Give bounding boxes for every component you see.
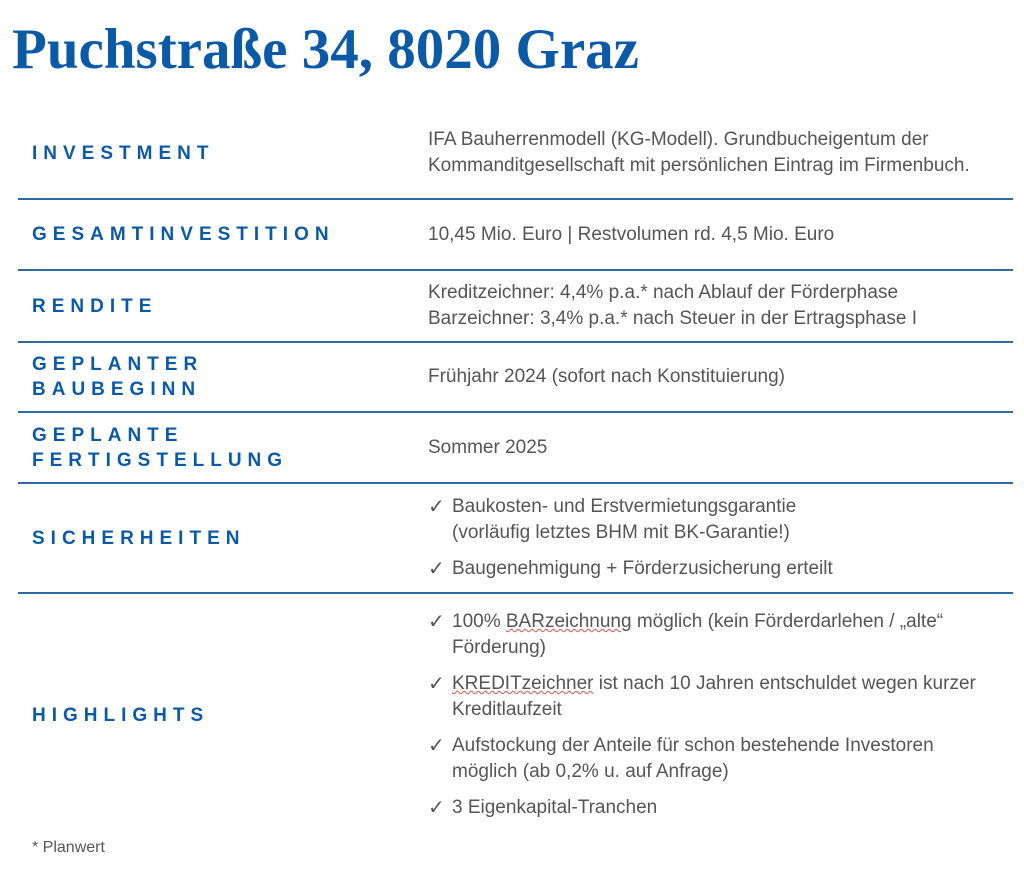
text-line: Baukosten- und Erstvermietungsgarantie [452, 496, 797, 517]
row-label: GEPLANTE FERTIGSTELLUNG [32, 424, 289, 471]
text-part: möglich (kein Förderdarlehen / „alte“ Förderung) [452, 611, 944, 658]
row-label: SICHERHEITEN [32, 527, 246, 549]
checkmark-icon: ✓ [428, 611, 445, 633]
list-item-text [452, 494, 1013, 546]
row-value [428, 494, 1013, 582]
row-rendite [18, 271, 1013, 343]
info-table [18, 108, 1013, 836]
row-highlights [18, 594, 1013, 836]
checkmark-icon: ✓ [428, 735, 445, 757]
row-investment [18, 108, 1013, 200]
text-part: 100% [452, 611, 506, 632]
text-line: (vorläufig letztes BHM mit BK-Garantie!) [452, 522, 790, 543]
value-line: Barzeichner: 3,4% p.a.* nach Steuer in der Ertragsphase I [428, 308, 917, 329]
list-item-text [452, 609, 983, 661]
value-line: Kreditzeichner: 4,4% p.a.* nach Ablauf der Förderphase [428, 282, 899, 303]
text-underlined: KREDITzeichner [452, 673, 594, 694]
checkmark-icon: ✓ [428, 797, 445, 819]
row-value [428, 280, 1013, 332]
list-item-text: 3 Eigenkapital-Tranchen [452, 797, 658, 818]
checkmark-icon: ✓ [428, 673, 445, 695]
row-value [428, 609, 1013, 821]
check-list [428, 609, 983, 821]
list-item [428, 795, 983, 821]
row-label: RENDITE [32, 295, 158, 317]
text-underlined: BARzeichnung [505, 611, 632, 632]
row-label: GESAMTINVESTITION [32, 224, 335, 245]
list-item [428, 733, 983, 785]
list-item-text [452, 671, 983, 723]
row-value: Sommer 2025 [428, 436, 548, 458]
text-part: ist nach 10 Jahren entschuldet wegen kurzer Kreditlaufzeit [452, 673, 976, 720]
list-item [428, 671, 983, 723]
row-geplanter-baubeginn [18, 343, 1013, 413]
check-list [428, 494, 1013, 582]
footnote: * Planwert [32, 839, 105, 856]
list-item [428, 556, 1013, 582]
list-item [428, 609, 983, 661]
page-title: Puchstraße 34, 8020 Graz [12, 18, 639, 81]
row-value: IFA Bauherrenmodell (KG-Modell). Grundbucheigentum der Kommanditgesellschaft mit persönlichen Eintrag im Firmenbuch. [428, 129, 970, 176]
row-label: GEPLANTER BAUBEGINN [32, 354, 204, 400]
row-label: HIGHLIGHTS [32, 704, 210, 726]
row-value: 10,45 Mio. Euro | Restvolumen rd. 4,5 Mio. Euro [428, 223, 835, 245]
row-label: INVESTMENT [32, 142, 215, 164]
checkmark-icon: ✓ [428, 496, 445, 518]
list-item-text: Baugenehmigung + Förderzusicherung erteilt [452, 558, 833, 579]
row-value: Frühjahr 2024 (sofort nach Konstituierung) [428, 366, 785, 387]
list-item-text: Aufstockung der Anteile für schon bestehende Investoren möglich (ab 0,2% u. auf Anfrage) [452, 735, 934, 782]
row-gesamtinvestition [18, 200, 1013, 271]
checkmark-icon: ✓ [428, 558, 445, 580]
row-geplante-fertigstellung [18, 413, 1013, 484]
list-item [428, 494, 1013, 546]
row-sicherheiten [18, 484, 1013, 594]
